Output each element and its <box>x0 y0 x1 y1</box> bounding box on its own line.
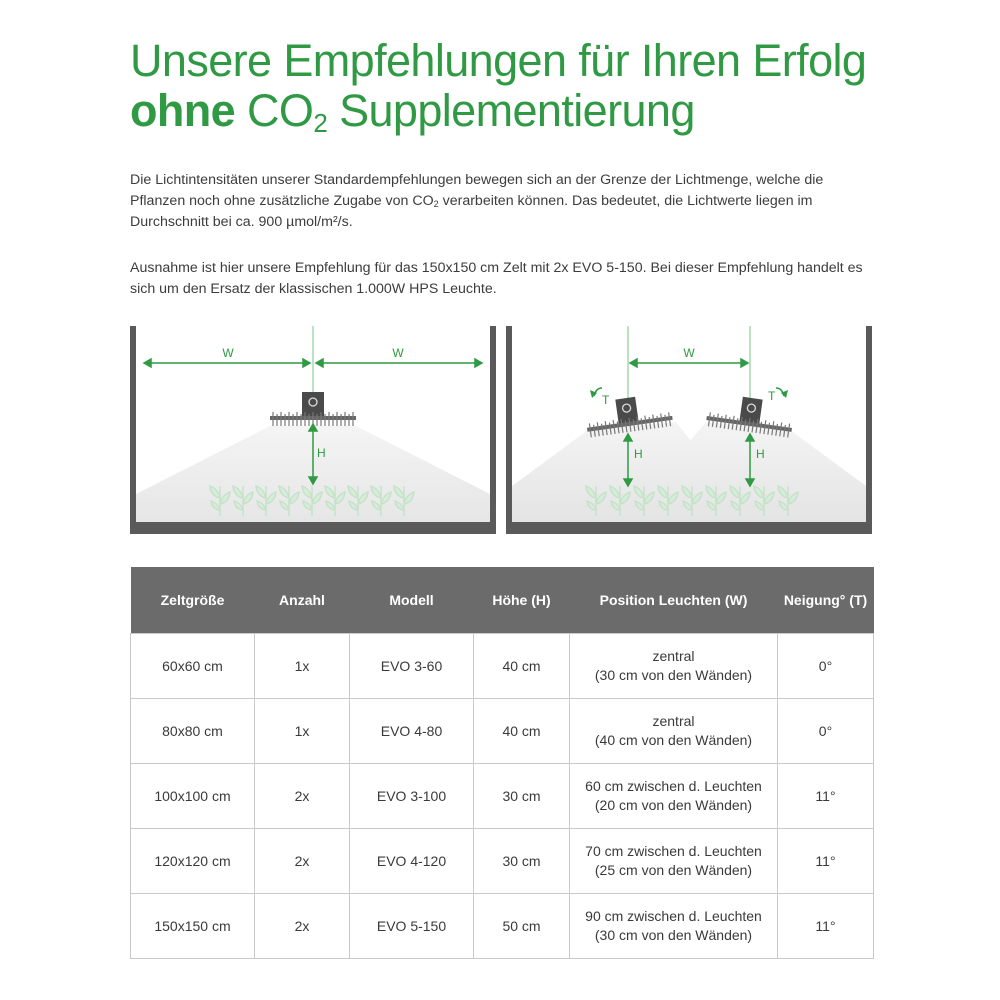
cell-position-line-1: 60 cm zwischen d. Leuchten <box>585 778 762 794</box>
cell-position-line-2: (25 cm von den Wänden) <box>594 862 753 878</box>
header-tilt: Neigung° (T) <box>778 567 874 634</box>
cell-position-line-2: (30 cm von den Wänden) <box>594 927 753 943</box>
arrowhead-icon <box>316 359 323 367</box>
led-fixture-icon <box>270 392 356 426</box>
table-row <box>131 829 874 894</box>
arrowhead-icon <box>475 359 482 367</box>
cell-tent-size: 100x100 cm <box>131 764 255 829</box>
cell-height: 50 cm <box>474 894 570 959</box>
title-sub: 2 <box>313 108 328 138</box>
arrowhead-icon <box>309 424 317 431</box>
title-line-2 <box>130 86 930 136</box>
cell-position-line-1: 70 cm zwischen d. Leuchten <box>585 843 762 859</box>
cell-height: 30 cm <box>474 829 570 894</box>
tent-wall-left <box>130 326 136 534</box>
cell-tent-size: 60x60 cm <box>131 634 255 699</box>
h-label-right: H <box>756 447 765 461</box>
table-header-row <box>131 567 874 634</box>
diagram-single-light <box>130 326 496 534</box>
cell-count: 1x <box>255 699 350 764</box>
diagram-two-lights-svg <box>506 326 872 534</box>
tent-wall-right <box>490 326 496 534</box>
cell-position-line-2: (20 cm von den Wänden) <box>594 797 753 813</box>
h-label: H <box>317 446 326 460</box>
arrowhead-icon <box>630 359 637 367</box>
cell-height: 40 cm <box>474 634 570 699</box>
table-row <box>131 699 874 764</box>
title-co: CO <box>247 85 314 136</box>
title-line-1: Unsere Empfehlungen für Ihren Erfolg <box>130 35 867 86</box>
cell-count: 2x <box>255 894 350 959</box>
cell-position <box>570 764 778 829</box>
cell-tent-size: 120x120 cm <box>131 829 255 894</box>
cell-count: 1x <box>255 634 350 699</box>
p1-after: verarbeiten können. Das bedeutet, die Lichtwerte liegen im Durchschnitt bei ca. 900 µmol/m²/s. <box>130 193 813 230</box>
cell-count: 2x <box>255 764 350 829</box>
cell-position-line-1: zentral <box>652 648 695 664</box>
tent-floor <box>130 522 496 534</box>
w-label: W <box>683 346 695 360</box>
table-row <box>131 634 874 699</box>
cell-model: EVO 5-150 <box>350 894 474 959</box>
t-label-left: T <box>602 393 610 407</box>
intro-paragraph <box>130 170 875 233</box>
exception-paragraph: Ausnahme ist hier unsere Empfehlung für das 150x150 cm Zelt mit 2x EVO 5-150. Bei dieser Empfehlung handelt es sich um den Ersatz der klassischen 1.000W HPS Leuchte. <box>130 260 863 297</box>
arrowhead-icon <box>303 359 310 367</box>
arrowhead-icon <box>741 359 748 367</box>
header-count: Anzahl <box>255 567 350 634</box>
cell-tilt: 0° <box>778 699 874 764</box>
cell-tilt: 11° <box>778 764 874 829</box>
tent-floor <box>506 522 872 534</box>
header-height: Höhe (H) <box>474 567 570 634</box>
title-rest: Supplementierung <box>339 85 695 136</box>
cell-count: 2x <box>255 829 350 894</box>
cell-model: EVO 3-60 <box>350 634 474 699</box>
cell-model: EVO 4-120 <box>350 829 474 894</box>
tent-wall-right <box>866 326 872 534</box>
header-model: Modell <box>350 567 474 634</box>
table-row <box>131 894 874 959</box>
cell-model: EVO 4-80 <box>350 699 474 764</box>
cell-position-line-1: 90 cm zwischen d. Leuchten <box>585 908 762 924</box>
p1-before: Die Lichtintensitäten unserer Standardempfehlungen bewegen sich an der Grenze der Lichtmenge, welche die Pflanzen noch ohne zusätzliche Zugabe von CO <box>130 172 824 209</box>
p1-sub: 2 <box>433 199 439 209</box>
cell-tilt: 0° <box>778 634 874 699</box>
cell-position <box>570 894 778 959</box>
cell-position-line-2: (30 cm von den Wänden) <box>594 667 753 683</box>
cell-position-line-2: (40 cm von den Wänden) <box>594 732 753 748</box>
cell-position-line-1: zentral <box>652 713 695 729</box>
cell-position <box>570 634 778 699</box>
cell-position <box>570 699 778 764</box>
table-body <box>131 634 874 959</box>
cell-tilt: 11° <box>778 894 874 959</box>
title-bold-word: ohne <box>130 85 236 136</box>
tent-wall-left <box>506 326 512 534</box>
cell-tent-size: 80x80 cm <box>131 699 255 764</box>
page-title <box>130 36 930 136</box>
header-position: Position Leuchten (W) <box>570 567 778 634</box>
h-label-left: H <box>634 447 643 461</box>
diagram-two-lights <box>506 326 872 534</box>
cell-tilt: 11° <box>778 829 874 894</box>
header-tent-size: Zeltgröße <box>131 567 255 634</box>
cell-position <box>570 829 778 894</box>
recommendation-table <box>130 567 874 959</box>
cell-tent-size: 150x150 cm <box>131 894 255 959</box>
w-label-left: W <box>222 346 234 360</box>
table-row <box>131 764 874 829</box>
w-label-right: W <box>392 346 404 360</box>
cell-height: 40 cm <box>474 699 570 764</box>
t-label-right: T <box>768 389 776 403</box>
cell-height: 30 cm <box>474 764 570 829</box>
arrowhead-icon <box>144 359 151 367</box>
cell-model: EVO 3-100 <box>350 764 474 829</box>
diagram-single-light-svg <box>130 326 496 534</box>
